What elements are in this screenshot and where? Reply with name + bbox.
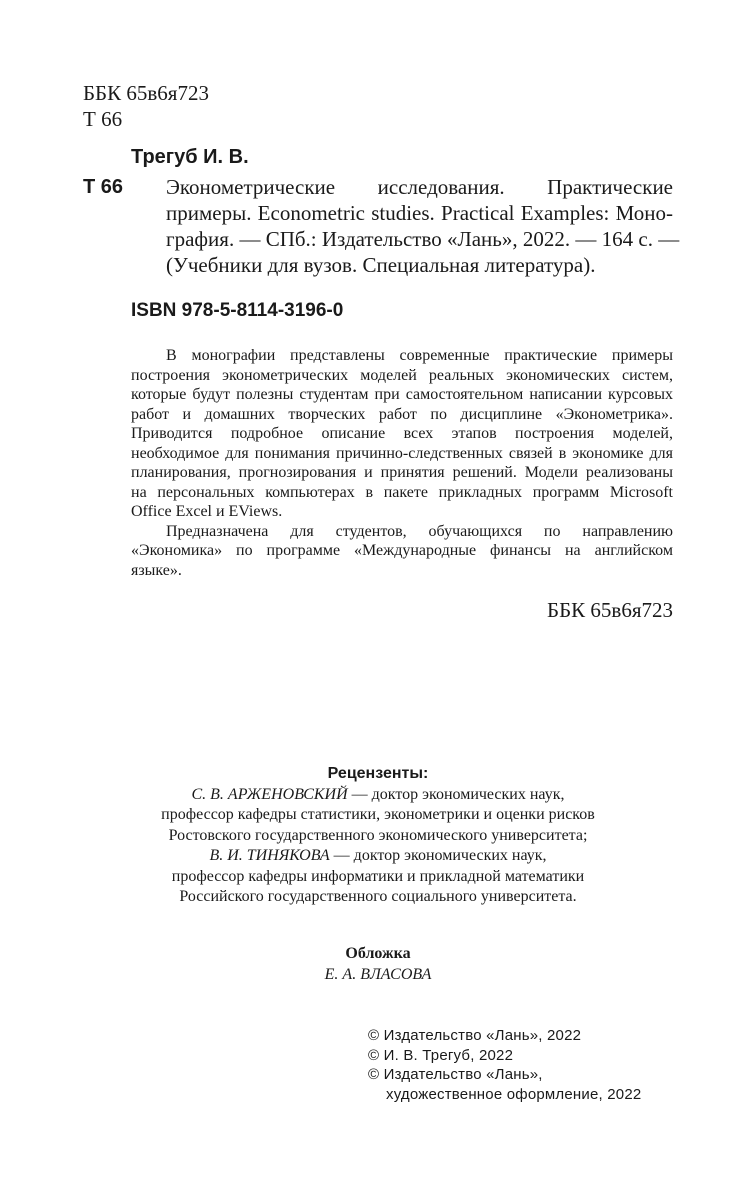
reviewer-1-title: — доктор экономических наук, — [347, 785, 565, 803]
abstract-line: Предназначена для студентов, обучающихся по направлению — [166, 522, 673, 540]
abstract-line: на персональных компьютерах в пакете прикладных программ Microsoft — [131, 483, 673, 501]
copyright-line: художественное оформление, 2022 — [386, 1085, 642, 1103]
reviewer-1-affiliation: Ростовского государственного экономического университета; — [168, 826, 588, 844]
abstract-line: Office Excel и EViews. — [131, 503, 283, 520]
citation-line: (Учебники для вузов. Специальная литература). — [166, 253, 596, 277]
reviewer-1 — [83, 785, 673, 806]
cover-credit — [83, 944, 673, 985]
bbk-code-header: ББК 65в6я723 — [83, 81, 209, 105]
reviewer-2-position: профессор кафедры информатики и прикладной математики — [171, 867, 585, 885]
cover-heading: Обложка — [345, 945, 411, 962]
reviewer-2-name: В. И. ТИНЯКОВА — [209, 847, 330, 864]
author-sign-bold: Т 66 — [83, 176, 124, 198]
abstract — [131, 346, 673, 580]
reviewers-heading: Рецензенты: — [327, 765, 429, 782]
cover-designer: Е. А. ВЛАСОВА — [324, 965, 432, 983]
abstract-line: В монографии представлены современные практические примеры — [166, 347, 673, 364]
abstract-line: Приводится подробное описание всех этапов построения моделей, — [131, 425, 673, 442]
isbn: ISBN 978-5-8114-3196-0 — [131, 300, 344, 321]
reviewer-2-affiliation: Российского государственного социального университета. — [179, 888, 577, 905]
abstract-line: построения эконометрических моделей реальных экономических систем, — [131, 366, 673, 384]
citation-line: примеры. Econometric studies. Practical Examples: Моно- — [166, 201, 673, 225]
bbk-code-footer: ББК 65в6я723 — [547, 598, 673, 622]
reviewers-block — [83, 764, 673, 908]
reviewer-1-name: С. В. АРЖЕНОВСКИЙ — [191, 785, 348, 803]
citation-paragraph — [131, 174, 680, 278]
copyright-line: © Издательство «Лань», 2022 — [368, 1027, 582, 1044]
copyright-line: © Издательство «Лань», — [368, 1066, 543, 1083]
copyright-block — [368, 1026, 641, 1104]
citation-line: Эконометрические исследования. Практические — [166, 175, 673, 199]
citation-line: графия. — СПб.: Издательство «Лань», 2022. — 164 с. — — [166, 227, 680, 251]
abstract-line: «Экономика» по программе «Международные финансы на английском — [131, 542, 673, 559]
abstract-line: которые будут полезны студентам при самостоятельном написании курсовых — [131, 386, 673, 403]
abstract-line: необходимое для понимания причинно-следственных связей в экономике для — [131, 444, 673, 462]
author-sign-header: Т 66 — [83, 107, 123, 131]
abstract-line: языке». — [131, 561, 182, 579]
abstract-line: планирования, прогнозирования и принятия решений. Модели реализованы — [131, 464, 673, 481]
reviewer-1-position: профессор кафедры статистики, эконометрики и оценки рисков — [161, 806, 595, 823]
reviewer-2-title: — доктор экономических наук, — [329, 847, 547, 864]
author-name: Трегуб И. В. — [131, 146, 249, 168]
copyright-line: © И. В. Трегуб, 2022 — [368, 1046, 514, 1064]
abstract-line: работ и домашних творческих работ по дисциплине «Эконометрика». — [131, 405, 673, 423]
reviewer-2 — [83, 846, 673, 867]
